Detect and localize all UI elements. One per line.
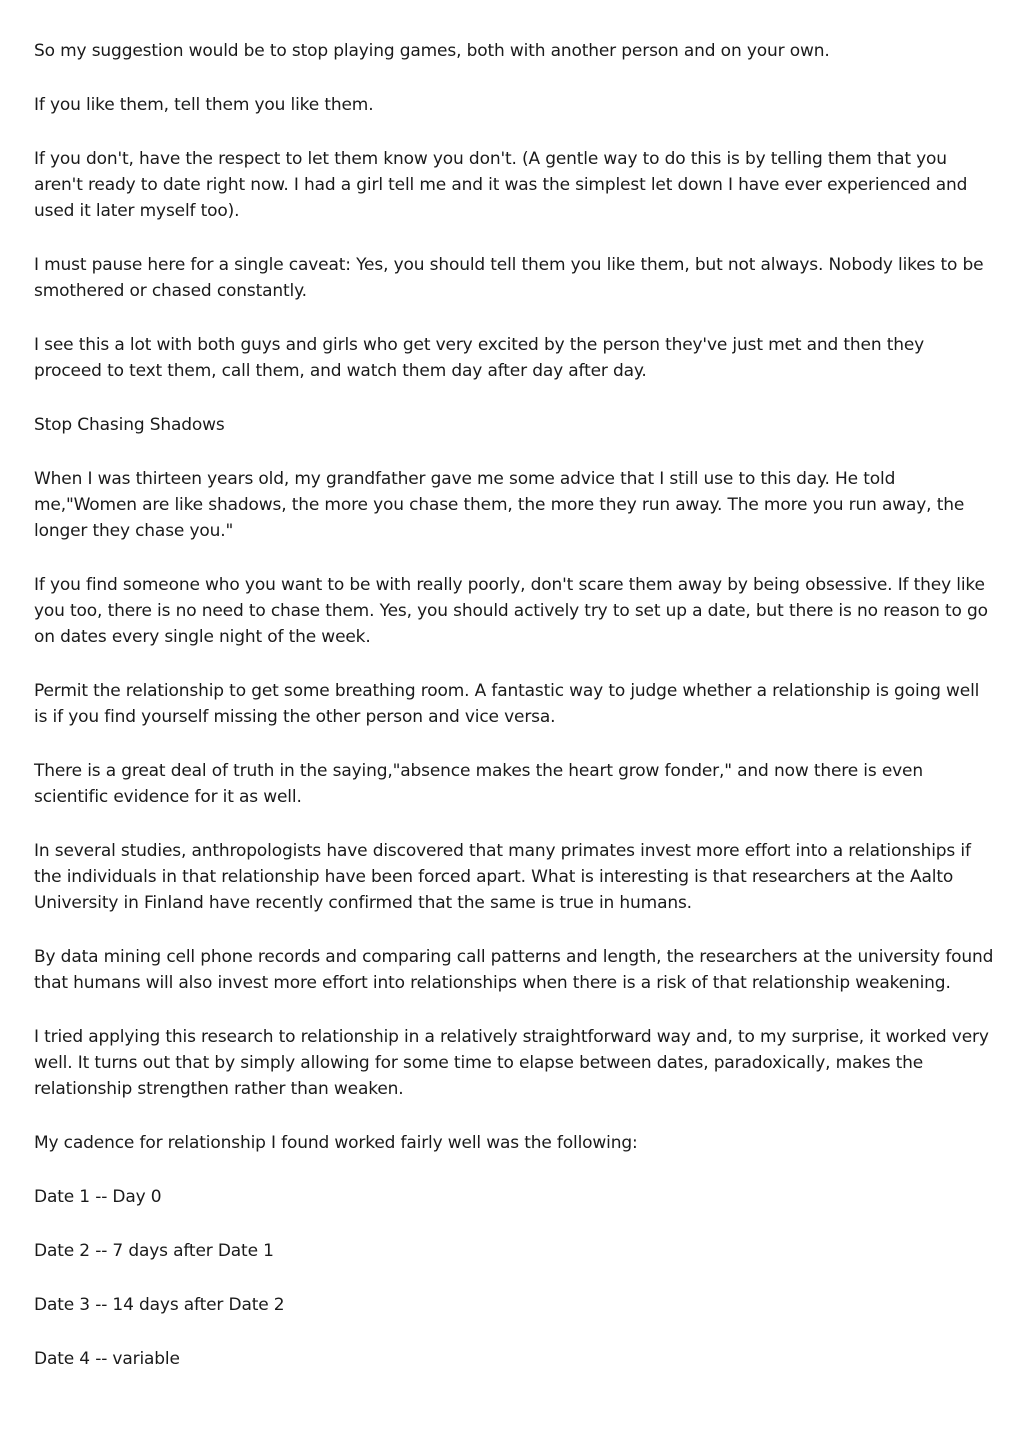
- list-item-date-2: Date 2 -- 7 days after Date 1: [34, 1241, 274, 1261]
- section-heading-stop-chasing-shadows: Stop Chasing Shadows: [34, 415, 225, 435]
- paragraph-cadence: My cadence for relationship I found worked fairly well was the following:: [34, 1133, 638, 1153]
- paragraph-stop-playing-games: So my suggestion would be to stop playing games, both with another person and on your own.: [34, 41, 830, 61]
- paragraph-absence: There is a great deal of truth in the saying,"absence makes the heart grow fonder," and now there is even scientific evidence for it as well.: [34, 761, 923, 807]
- paragraph-data-mining: By data mining cell phone records and comparing call patterns and length, the researchers at the university found that humans will also invest more effort into relationships when there is a risk of that relationship weakening.: [34, 947, 994, 993]
- paragraph-respect: If you don't, have the respect to let them know you don't. (A gentle way to do this is by telling them that you aren't ready to date right now. I had a girl tell me and it was the simplest let down I have ever experienced and used it later myself too).: [34, 149, 968, 221]
- paragraph-studies: In several studies, anthropologists have discovered that many primates invest more effort into a relationships if the individuals in that relationship have been forced apart. What is interesting is that researchers at the Aalto University in Finland have recently confirmed that the same is true in humans.: [34, 841, 971, 913]
- list-item-date-4: Date 4 -- variable: [34, 1349, 180, 1369]
- paragraph-excited: I see this a lot with both guys and girls who get very excited by the person they've just met and then they proceed to text them, call them, and watch them day after day after day.: [34, 335, 925, 381]
- list-item-date-1: Date 1 -- Day 0: [34, 1187, 162, 1207]
- paragraph-tell-them: If you like them, tell them you like them.: [34, 95, 374, 115]
- paragraph-caveat: I must pause here for a single caveat: Yes, you should tell them you like them, but not always. Nobody likes to be smothered or chased constantly.: [34, 255, 984, 301]
- paragraph-grandfather-advice: When I was thirteen years old, my grandfather gave me some advice that I still use to this day. He told me,"Women are like shadows, the more you chase them, the more they run away. The more you run away, the longer they chase you.": [34, 469, 965, 541]
- paragraph-applying-research: I tried applying this research to relationship in a relatively straightforward way and, to my surprise, it worked very well. It turns out that by simply allowing for some time to elapse between dates, paradoxically, makes the relationship strengthen rather than weaken.: [34, 1027, 989, 1099]
- document-body: [34, 38, 994, 1400]
- paragraph-obsessive: If you find someone who you want to be with really poorly, don't scare them away by being obsessive. If they like you too, there is no need to chase them. Yes, you should actively try to set up a date, but there is no reason to go on dates every single night of the week.: [34, 575, 988, 647]
- paragraph-breathing-room: Permit the relationship to get some breathing room. A fantastic way to judge whether a relationship is going well is if you find yourself missing the other person and vice versa.: [34, 681, 980, 727]
- list-item-date-3: Date 3 -- 14 days after Date 2: [34, 1295, 285, 1315]
